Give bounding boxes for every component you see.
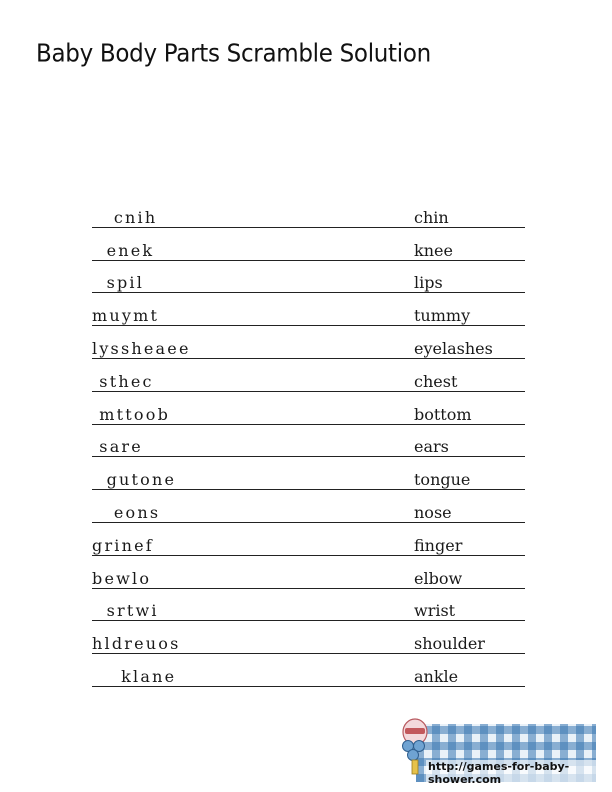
scramble-row bbox=[92, 466, 525, 499]
scramble-row bbox=[92, 532, 525, 565]
scramble-row bbox=[92, 565, 525, 598]
solution-word: lips bbox=[414, 273, 443, 293]
scrambled-word: bewlo bbox=[92, 568, 152, 588]
scramble-row bbox=[92, 237, 525, 270]
scramble-list bbox=[92, 204, 525, 696]
scrambled-word: enek bbox=[92, 240, 155, 260]
answer-line bbox=[92, 555, 525, 556]
scrambled-word: grinef bbox=[92, 535, 154, 555]
solution-word: tummy bbox=[414, 306, 471, 326]
scrambled-word: spil bbox=[92, 273, 145, 293]
scramble-row bbox=[92, 663, 525, 696]
answer-line bbox=[92, 588, 525, 589]
solution-word: elbow bbox=[414, 568, 463, 588]
answer-line bbox=[92, 522, 525, 523]
answer-line bbox=[92, 653, 525, 654]
solution-word: tongue bbox=[414, 470, 471, 490]
answer-line bbox=[92, 292, 525, 293]
scrambled-word: muymt bbox=[92, 306, 160, 326]
answer-line bbox=[92, 260, 525, 261]
solution-word: wrist bbox=[414, 601, 456, 621]
solution-word: nose bbox=[414, 502, 452, 522]
scramble-row bbox=[92, 499, 525, 532]
solution-word: ears bbox=[414, 437, 449, 457]
answer-line bbox=[92, 489, 525, 490]
solution-word: chest bbox=[414, 371, 458, 391]
solution-word: shoulder bbox=[414, 634, 485, 654]
scrambled-word: cnih bbox=[92, 207, 158, 227]
scrambled-word: klane bbox=[92, 666, 177, 686]
scrambled-word: hldreuos bbox=[92, 634, 181, 654]
scrambled-word: eons bbox=[92, 502, 161, 522]
scramble-row bbox=[92, 434, 525, 467]
answer-line bbox=[92, 391, 525, 392]
scrambled-word: sthec bbox=[92, 371, 154, 391]
answer-line bbox=[92, 456, 525, 457]
page-title: Baby Body Parts Scramble Solution bbox=[36, 40, 431, 69]
scramble-row bbox=[92, 204, 525, 237]
solution-word: eyelashes bbox=[414, 338, 493, 358]
solution-word: knee bbox=[414, 240, 453, 260]
scrambled-word: srtwi bbox=[92, 601, 159, 621]
solution-word: finger bbox=[414, 535, 463, 555]
answer-line bbox=[92, 325, 525, 326]
answer-line bbox=[92, 424, 525, 425]
scramble-row bbox=[92, 598, 525, 631]
solution-word: chin bbox=[414, 207, 449, 227]
scramble-row bbox=[92, 335, 525, 368]
solution-word: bottom bbox=[414, 404, 472, 424]
scramble-row bbox=[92, 368, 525, 401]
scrambled-word: gutone bbox=[92, 470, 177, 490]
scramble-row bbox=[92, 401, 525, 434]
answer-line bbox=[92, 227, 525, 228]
site-url-link[interactable]: http://games-for-baby-shower.com bbox=[426, 760, 596, 786]
scramble-row bbox=[92, 270, 525, 303]
scrambled-word: sare bbox=[92, 437, 143, 457]
scrambled-word: lyssheaee bbox=[92, 338, 191, 358]
scrambled-word: mttoob bbox=[92, 404, 171, 424]
solution-word: ankle bbox=[414, 666, 459, 686]
answer-line bbox=[92, 358, 525, 359]
answer-line bbox=[92, 686, 525, 687]
answer-line bbox=[92, 620, 525, 621]
site-badge bbox=[392, 716, 596, 786]
scramble-row bbox=[92, 630, 525, 663]
scramble-row bbox=[92, 302, 525, 335]
